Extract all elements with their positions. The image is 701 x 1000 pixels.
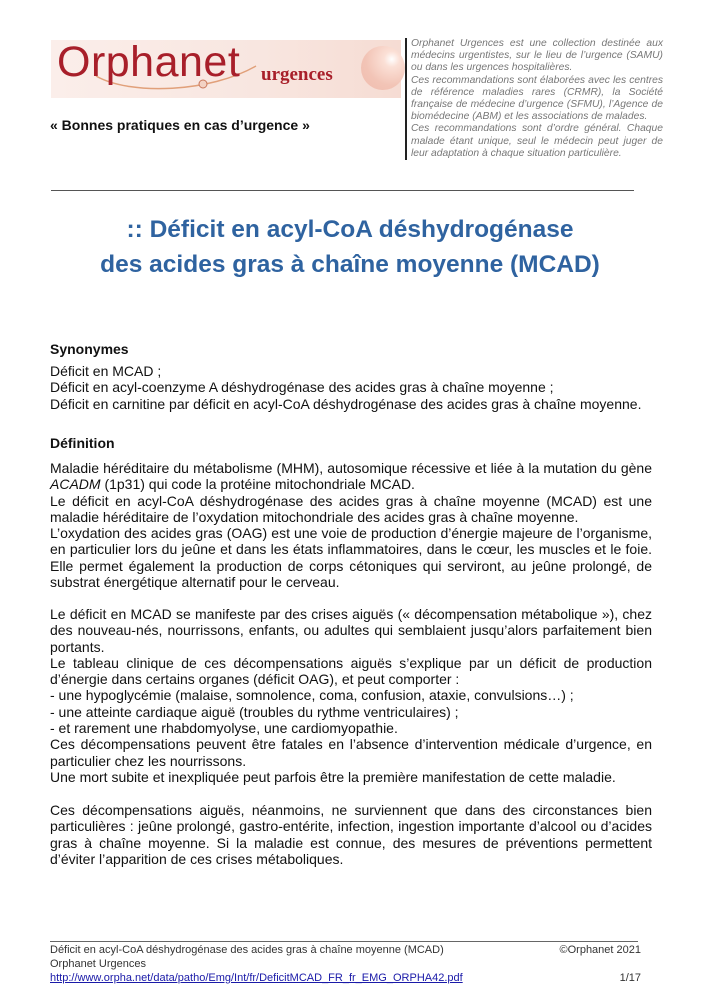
symptom-item: - une atteinte cardiaque aiguë (troubles du rythme ventriculaires) ; — [50, 703, 459, 720]
footer-collection: Orphanet Urgences — [50, 958, 146, 970]
definition-paragraph: L’oxydation des acides gras (OAG) est une voie de production d’énergie majeure de l’organisme, en particulier lors du jeûne et dans les états inflammatoires, dans le cœur, les muscles et le foie. Elle permet également la production de corps cétoniques qui serviront, au jeûne prolongé, de substrat énergétique alternatif pour le cerveau. — [50, 525, 652, 591]
clinical-paragraph: Le déficit en MCAD se manifeste par des crises aiguës (« décompensation métabolique »), chez des nouveau-nés, nourrissons, enfants, ou adultes qui semblaient jusqu’alors parfaitement bien portants. — [50, 606, 652, 655]
logo-subtitle-text: urgences — [261, 64, 333, 85]
gene-name: ACADM — [50, 476, 101, 493]
clinical-text — [50, 606, 652, 785]
clinical-paragraph: Le tableau clinique de ces décompensations aiguës s’explique par un déficit de production d’énergie dans certains organes (déficit OAG), et peut comporter : — [50, 654, 652, 688]
text-span: Maladie héréditaire du métabolisme (MHM), autosomique récessive et liée à la mutation du gène — [50, 460, 652, 476]
disclaimer-box — [405, 38, 663, 160]
clinical-paragraph: Ces décompensations peuvent être fatales en l’absence d’intervention médicale d’urgence, en particulier chez les nourrissons. — [50, 736, 652, 769]
section-heading-definition: Définition — [50, 435, 115, 451]
footer-copyright: ©Orphanet 2021 — [559, 944, 641, 956]
definition-paragraph: Le déficit en acyl-CoA déshydrogénase des acides gras à chaîne moyenne (MCAD) est une maladie héréditaire de l’oxydation mitochondriale des acides gras à chaîne moyenne. — [50, 492, 652, 525]
synonym-item: Déficit en carnitine par déficit en acyl-CoA déshydrogénase des acides gras à chaîne moyenne. — [50, 395, 642, 412]
definition-paragraph — [50, 460, 652, 493]
footer-document-name: Déficit en acyl-CoA déshydrogénase des acides gras à chaîne moyenne (MCAD) — [50, 944, 444, 956]
circumstances-paragraph: Ces décompensations aiguës, néanmoins, ne surviennent que dans des circonstances bien particulières : jeûne prolongé, gastro-entérite, infection, ingestion importante d’alcool ou d’acides gras à chaîne moyenne. Si la maladie est connue, des mesures de préventions permettent d’éviter l’apparition de ces crises métaboliques. — [50, 802, 652, 867]
disclaimer-paragraph: Ces recommandations sont élaborées avec les centres de référence maladies rares (CRMR), la Société française de médecine d’urgence (SFMU), l’Agence de biomédecine (ABM) et les associations de malades. — [411, 74, 663, 123]
footer-document-link[interactable]: http://www.orpha.net/data/patho/Emg/Int/fr/DeficitMCAD_FR_fr_EMG_ORPHA42.pdf — [50, 972, 463, 984]
logo-sphere-icon — [361, 46, 405, 90]
document-title — [40, 212, 660, 282]
page-footer — [50, 943, 641, 985]
title-line-1: :: Déficit en acyl-CoA déshydrogénase — [126, 216, 574, 243]
section-heading-synonymes: Synonymes — [50, 341, 129, 357]
synonym-item: Déficit en MCAD ; — [50, 363, 162, 379]
footer-divider — [50, 941, 638, 942]
clinical-paragraph: Une mort subite et inexpliquée peut parfois être la première manifestation de cette maladie. — [50, 768, 616, 785]
symptom-item: - et rarement une rhabdomyolyse, une cardiomyopathie. — [50, 720, 398, 737]
title-line-2: des acides gras à chaîne moyenne (MCAD) — [100, 251, 600, 278]
logo-brand-text: Orphanet — [57, 38, 241, 86]
page-number: 1/17 — [619, 972, 641, 984]
orphanet-urgences-logo — [51, 40, 401, 98]
disclaimer-paragraph: Orphanet Urgences est une collection destinée aux médecins urgentistes, sur le lieu de l’urgence (SAMU) ou dans les urgences hospitalières. — [411, 38, 663, 74]
header-divider — [51, 190, 634, 191]
synonym-item: Déficit en acyl-coenzyme A déshydrogénase des acides gras à chaîne moyenne ; — [50, 379, 554, 396]
symptom-item: - une hypoglycémie (malaise, somnolence, coma, confusion, ataxie, convulsions…) ; — [50, 687, 574, 704]
synonymes-list — [50, 363, 652, 412]
definition-text — [50, 460, 652, 590]
disclaimer-paragraph: Ces recommandations sont d’ordre général. Chaque malade étant unique, seul le médecin peut juger de leur adaptation à chaque situation particulière. — [411, 123, 663, 159]
text-span: (1p31) qui code la protéine mitochondriale MCAD. — [100, 476, 415, 493]
tagline: « Bonnes pratiques en cas d’urgence » — [50, 117, 310, 133]
circumstances-text — [50, 802, 652, 867]
